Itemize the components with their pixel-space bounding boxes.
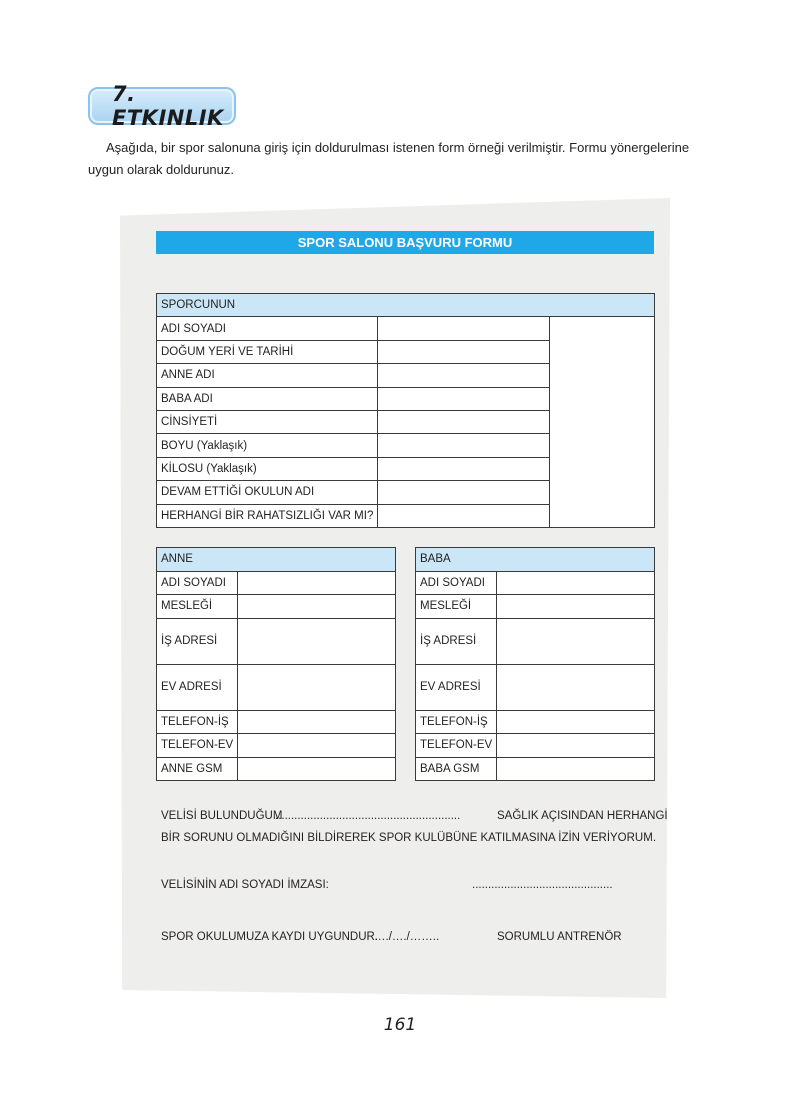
consent-child-name-blank[interactable]: .......................................................... bbox=[275, 810, 461, 822]
consent-line1-end: SAĞLIK AÇISINDAN HERHANGİ bbox=[497, 810, 668, 822]
mother-label-job: MESLEĞİ bbox=[157, 595, 238, 619]
athlete-label-height: BOYU (Yaklaşık) bbox=[157, 434, 378, 457]
athlete-label-illness: HERHANGİ BİR RAHATSIZLIĞI VAR MI? bbox=[157, 504, 378, 527]
athlete-table-header: SPORCUNUN bbox=[157, 294, 655, 317]
athlete-input-mother[interactable] bbox=[378, 364, 549, 387]
athlete-label-birth: DOĞUM YERİ VE TARİHİ bbox=[157, 340, 378, 363]
form-title: SPOR SALONU BAŞVURU FORMU bbox=[156, 231, 654, 254]
photo-box bbox=[549, 317, 654, 528]
father-input-job[interactable] bbox=[497, 595, 655, 619]
athlete-input-birth[interactable] bbox=[378, 340, 549, 363]
father-input-home-phone[interactable] bbox=[497, 734, 655, 758]
father-label-name: ADI SOYADI bbox=[416, 571, 497, 595]
mother-input-home-phone[interactable] bbox=[238, 734, 396, 758]
athlete-input-illness[interactable] bbox=[378, 504, 549, 527]
mother-label-work-phone: TELEFON-İŞ bbox=[157, 710, 238, 734]
mother-input-gsm[interactable] bbox=[238, 757, 396, 781]
mother-label-home-address: EV ADRESİ bbox=[157, 664, 238, 710]
father-table bbox=[415, 547, 655, 781]
mother-input-job[interactable] bbox=[238, 595, 396, 619]
father-label-home-phone: TELEFON-EV bbox=[416, 734, 497, 758]
consent-line1-start: VELİSİ BULUNDUĞUM bbox=[161, 810, 283, 822]
father-input-work-phone[interactable] bbox=[497, 710, 655, 734]
mother-label-home-phone: TELEFON-EV bbox=[157, 734, 238, 758]
father-label-work-phone: TELEFON-İŞ bbox=[416, 710, 497, 734]
father-input-name[interactable] bbox=[497, 571, 655, 595]
father-label-gsm: BABA GSM bbox=[416, 757, 497, 781]
consent-line2: BİR SORUNU OLMADIĞINI BİLDİREREK SPOR KULÜBÜNE KATILMASINA İZİN VERİYORUM. bbox=[161, 832, 657, 844]
mother-label-name: ADI SOYADI bbox=[157, 571, 238, 595]
athlete-label-gender: CİNSİYETİ bbox=[157, 410, 378, 433]
intro-text: Aşağıda, bir spor salonuna giriş için doldurulması istenen form örneği verilmiştir. Formu yönergelerine uygun olarak doldurunuz. bbox=[88, 140, 690, 177]
mother-table bbox=[156, 547, 396, 781]
athlete-label-father: BABA ADI bbox=[157, 387, 378, 410]
father-label-work-address: İŞ ADRESİ bbox=[416, 618, 497, 664]
mother-input-home-address[interactable] bbox=[238, 664, 396, 710]
athlete-label-weight: KİLOSU (Yaklaşık) bbox=[157, 457, 378, 480]
father-label-job: MESLEĞİ bbox=[416, 595, 497, 619]
athlete-label-mother: ANNE ADI bbox=[157, 364, 378, 387]
mother-table-header: ANNE bbox=[157, 548, 396, 572]
athlete-input-name[interactable] bbox=[378, 317, 549, 340]
mother-input-name[interactable] bbox=[238, 571, 396, 595]
athlete-input-father[interactable] bbox=[378, 387, 549, 410]
page-number: 161 bbox=[383, 1015, 417, 1035]
athlete-input-height[interactable] bbox=[378, 434, 549, 457]
activity-badge bbox=[88, 82, 236, 130]
guardian-signature-label: VELİSİNİN ADI SOYADI İMZASI: bbox=[161, 879, 329, 891]
mother-input-work-address[interactable] bbox=[238, 618, 396, 664]
father-input-gsm[interactable] bbox=[497, 757, 655, 781]
athlete-label-school: DEVAM ETTİĞİ OKULUN ADI bbox=[157, 481, 378, 504]
registration-date-blank[interactable]: …./…./…….. bbox=[374, 931, 440, 943]
guardian-signature-blank[interactable]: ............................................ bbox=[472, 879, 613, 891]
athlete-input-school[interactable] bbox=[378, 481, 549, 504]
mother-label-work-address: İŞ ADRESİ bbox=[157, 618, 238, 664]
father-input-work-address[interactable] bbox=[497, 618, 655, 664]
athlete-input-weight[interactable] bbox=[378, 457, 549, 480]
father-table-header: BABA bbox=[416, 548, 655, 572]
athlete-input-gender[interactable] bbox=[378, 410, 549, 433]
father-label-home-address: EV ADRESİ bbox=[416, 664, 497, 710]
responsible-coach-label: SORUMLU ANTRENÖR bbox=[497, 931, 622, 943]
activity-badge-label: 7. ETKINLIK bbox=[112, 82, 224, 130]
athlete-table bbox=[156, 293, 655, 528]
mother-input-work-phone[interactable] bbox=[238, 710, 396, 734]
athlete-label-name: ADI SOYADI bbox=[157, 317, 378, 340]
mother-label-gsm: ANNE GSM bbox=[157, 757, 238, 781]
father-input-home-address[interactable] bbox=[497, 664, 655, 710]
registration-label: SPOR OKULUMUZA KAYDI UYGUNDUR. bbox=[161, 931, 379, 943]
